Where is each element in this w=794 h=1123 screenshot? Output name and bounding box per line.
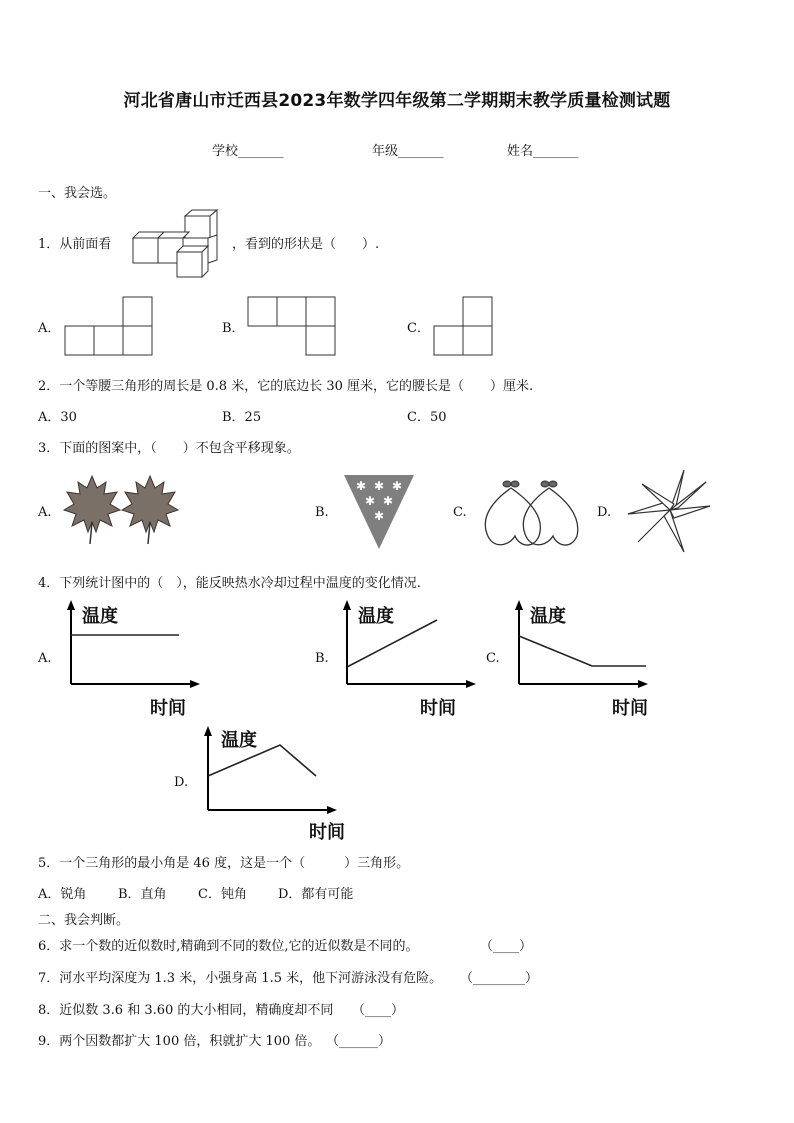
svg-text:✱: ✱ bbox=[364, 494, 376, 508]
q1-shape-a bbox=[64, 296, 154, 358]
q3-option-a[interactable]: A. bbox=[38, 505, 52, 520]
q2-text: 2．一个等腰三角形的周长是 0.8 米，它的底边长 30 厘米，它的腰长是（ ）厘米. bbox=[38, 379, 534, 394]
q1-suffix: ，看到的形状是（ ）. bbox=[232, 237, 380, 252]
svg-text:✱: ✱ bbox=[373, 479, 385, 493]
q1-shape-c bbox=[433, 296, 495, 358]
chart-a bbox=[64, 598, 214, 722]
q4-option-c[interactable]: C. bbox=[486, 651, 500, 666]
grade-field[interactable]: 年级_______ bbox=[372, 144, 444, 159]
school-field[interactable]: 学校_______ bbox=[212, 144, 284, 159]
q1-prefix: 1．从前面看 bbox=[38, 237, 112, 252]
q3-option-c[interactable]: C. bbox=[453, 505, 467, 520]
maple-leaves-image bbox=[64, 472, 182, 548]
chart-a-y-label: 温度 bbox=[82, 606, 118, 627]
q4-option-a[interactable]: A. bbox=[38, 651, 52, 666]
triangle-pattern-image bbox=[343, 474, 415, 550]
q1-shape-b bbox=[247, 296, 339, 358]
q4-option-d[interactable]: D. bbox=[174, 775, 189, 790]
heart-bags-image bbox=[481, 474, 581, 550]
chart-b-y-label: 温度 bbox=[358, 606, 394, 627]
chart-a-x-label: 时间 bbox=[150, 698, 186, 719]
q7-text: 7．河水平均深度为 1.3 米，小强身高 1.5 米，他下河游泳没有危险。 bbox=[38, 971, 443, 986]
q5-text: 5．一个三角形的最小角是 46 度，这是一个（ ）三角形。 bbox=[38, 856, 410, 871]
chart-d-x-label: 时间 bbox=[309, 822, 345, 843]
cube-stack-figure bbox=[130, 208, 230, 278]
q1-option-c[interactable]: C． bbox=[407, 321, 430, 336]
q9-text: 9．两个因数都扩大 100 倍，积就扩大 100 倍。 bbox=[38, 1034, 321, 1049]
section-two-title: 二、我会判断。 bbox=[38, 913, 130, 928]
section-one-title: 一、我会选。 bbox=[38, 186, 117, 201]
q8-blank[interactable]: （____） bbox=[352, 1003, 405, 1018]
q5-option-b[interactable]: B．直角 bbox=[118, 887, 167, 902]
q2-option-b[interactable]: B．25 bbox=[222, 410, 262, 425]
pinwheel-image bbox=[626, 466, 714, 554]
q8-text: 8．近似数 3.6 和 3.60 的大小相同，精确度却不同 bbox=[38, 1003, 334, 1018]
q1-option-a[interactable]: A． bbox=[38, 321, 61, 336]
chart-c-y-label: 温度 bbox=[530, 606, 566, 627]
svg-text:✱: ✱ bbox=[355, 479, 367, 493]
chart-c-x-label: 时间 bbox=[612, 698, 648, 719]
q2-option-c[interactable]: C．50 bbox=[407, 410, 447, 425]
svg-text:✱: ✱ bbox=[391, 479, 403, 493]
q3-option-d[interactable]: D. bbox=[597, 505, 612, 520]
q3-option-b[interactable]: B. bbox=[315, 505, 329, 520]
q7-blank[interactable]: （________） bbox=[460, 971, 539, 986]
chart-b-x-label: 时间 bbox=[420, 698, 456, 719]
chart-b bbox=[340, 598, 490, 722]
q3-text: 3．下面的图案中，（ ）不包含平移现象。 bbox=[38, 441, 300, 456]
q6-blank[interactable]: （____） bbox=[480, 939, 533, 954]
svg-text:✱: ✱ bbox=[382, 494, 394, 508]
q5-option-a[interactable]: A．锐角 bbox=[38, 887, 87, 902]
chart-d bbox=[201, 724, 351, 848]
svg-text:✱: ✱ bbox=[373, 509, 385, 523]
q9-blank[interactable]: （______） bbox=[326, 1034, 392, 1049]
q4-text: 4．下列统计图中的（ ），能反映热水冷却过程中温度的变化情况. bbox=[38, 576, 421, 591]
name-field[interactable]: 姓名_______ bbox=[507, 144, 579, 159]
q6-text: 6．求一个数的近似数时,精确到不同的数位,它的近似数是不同的。 bbox=[38, 939, 419, 954]
page-title: 河北省唐山市迁西县2023年数学四年级第二学期期末教学质量检测试题 bbox=[123, 91, 671, 111]
q4-option-b[interactable]: B. bbox=[315, 651, 329, 666]
chart-d-y-label: 温度 bbox=[221, 730, 257, 751]
q2-option-a[interactable]: A．30 bbox=[38, 410, 77, 425]
q1-option-b[interactable]: B． bbox=[222, 321, 245, 336]
chart-c bbox=[512, 598, 662, 722]
q5-option-c[interactable]: C．钝角 bbox=[198, 887, 247, 902]
q5-option-d[interactable]: D．都有可能 bbox=[278, 887, 354, 902]
